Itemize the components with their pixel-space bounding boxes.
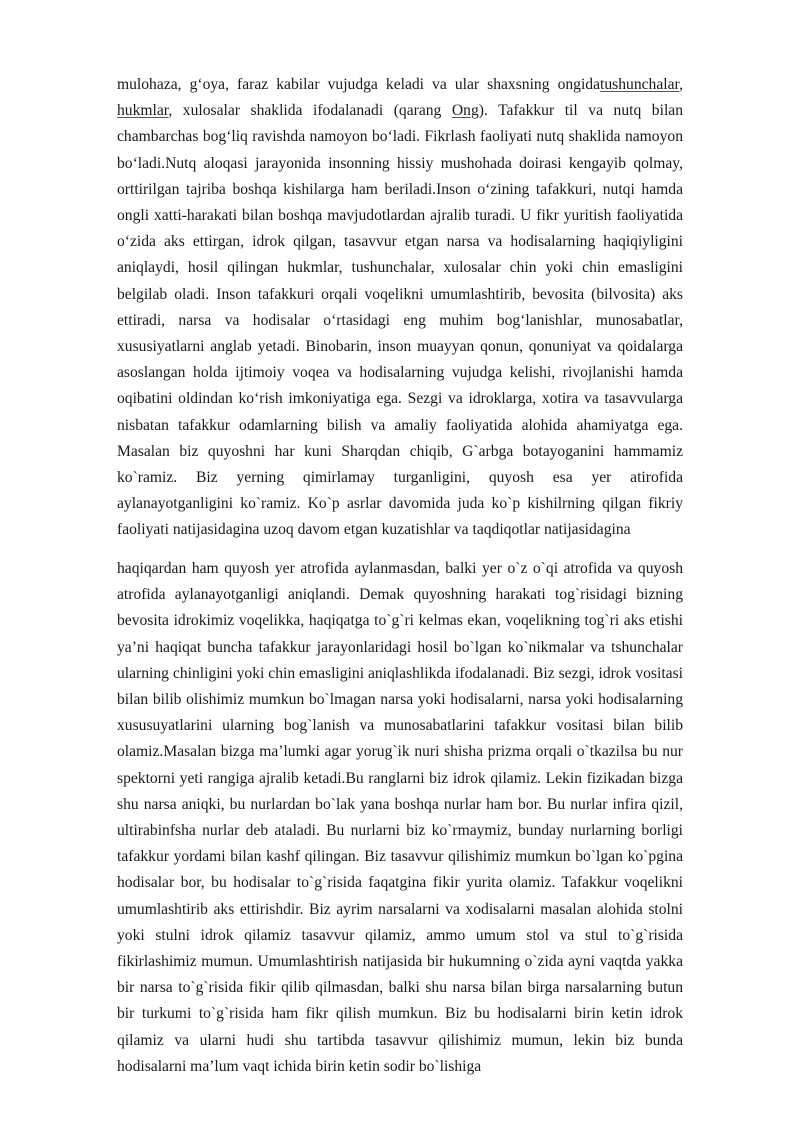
paragraph-1 bbox=[117, 72, 683, 544]
paragraph-1-text-c: , xulosalar shaklida ifodalanadi (qarang bbox=[168, 102, 452, 120]
paragraph-1-text-b: , bbox=[679, 76, 683, 93]
paragraph-1-text-a: mulohaza, g‘oya, faraz kabilar vujudga keladi va ular shaxsning ongida bbox=[117, 76, 601, 93]
link-hukmlar[interactable]: hukmlar bbox=[117, 102, 169, 120]
paragraph-2: haqiqardan ham quyosh yer atrofida aylanmasdan, balki yer o`z o`qi atrofida va quyosh atrofida aylanayotganligi aniqlandi. Demak quyoshning harakati tog`risidagi bizning bevosita idrokimiz voqelikka, haqiqatga to`g`ri kelmas ekan, voqelikning tog`ri aks etishi ya’ni haqiqat buncha tafakkur jarayonlaridagi hosil bo`lgan ko`nikmalar va tshunchalar ularning chinligini yoki chin emasligini aniqlashlikda ifodalanadi. Biz sezgi, idrok vositasi bilan bilib olishimiz mumkun bo`lmagan narsa yoki hodisalarni, narsa yoki hodisalarning xususuyatlarini ularning bog`lanish va munosabatlarini tafakkur vositasi bilan bilib olamiz.Masalan bizga ma’lumki agar yorug`ik nuri shisha prizma orqali o`tkazilsa bu nur spektorni yeti rangiga ajralib ketadi.Bu ranglarni biz idrok qilamiz. Lekin fizikadan bizga shu narsa aniqki, bu nurlardan bo`lak yana boshqa nurlar ham bor. Bu nurlar infira qizil, ultirabinfsha nurlar deb ataladi. Bu nurlarni biz ko`rmaymiz, bunday nurlarning borligi tafakkur yordami bilan kashf qilingan. Biz tasavvur qilishimiz mumkun bo`lgan ko`pgina hodisalar bor, bu hodisalar to`g`risida faqatgina fikir yurita olamiz. Tafakkur voqelikni umumlashtirib aks ettirishdir. Biz ayrim narsalarni va xodisalarni masalan alohida stolni yoki stulni idrok qilamiz tasavvur qilamiz, ammo umum stol va stul to`g`risida fikirlashimiz mumun. Umumlashtirish natijasida bir hukumning o`zida ayni vaqtda yakka bir narsa to`g`risida fikir qilib qilmasdan, balki shu narsa bilan birga narsalarning butun bir turkumi to`g`risida ham fikr qilish mumkun. Biz bu hodisalarni birin ketin idrok qilamiz va ularni hudi shu tartibda tasavvur qilishimiz mumun, lekin biz bunda hodisalarni ma’lum vaqt ichida birin ketin sodir bo`lishiga bbox=[117, 560, 683, 1075]
link-ong[interactable]: Ong bbox=[451, 102, 479, 120]
paragraph-1-text-d: ). Tafakkur til va nutq bilan chambarchas bog‘liq ravishda namoyon bo‘ladi. Fikrlash faoliyati nutq shaklida namoyon bo‘ladi.Nutq aloqasi jarayonida insonning hissiy mushohada doirasi kengayib qolmay, orttirilgan tajriba boshqa kishilarga ham beriladi.Inson o‘zining tafakkuri, nutqi hamda ongli xatti-harakati bilan boshqa mavjudotlardan ajralib turadi. U fikr yuritish faoliyatida o‘zida aks ettirgan, idrok qilgan, tasavvur etgan narsa va hodisalarning haqiqiyligini aniqlaydi, hosil qilingan hukmlar, tushunchalar, xulosalar chin yoki chin emasligini belgilab oladi. Inson tafakkuri orqali voqelikni umumlashtirib, bevosita (bilvosita) aks ettiradi, narsa va hodisalar o‘rtasidagi eng muhim bog‘lanishlar, munosabatlar, xususiyatlarni anglab yetadi. Binobarin, inson muayyan qonun, qonuniyat va qoidalarga asoslangan holda ijtimoiy voqea va hodisalarning vujudga kelishi, rivojlanishi hamda oqibatini oldindan ko‘rish imkoniyatiga ega. Sezgi va idroklarga, xotira va tasavvularga nisbatan tafakkur odamlarning bilish va amaliy faoliyatida alohida ahamiyatga ega. Masalan biz quyoshni har kuni Sharqdan chiqib, G`arbga botayoganini hammamiz ko`ramiz. Biz yerning qimirlamay turganligini, quyosh esa yer atirofida aylanayotganligini ko`ramiz. Ko`p asrlar davomida juda ko`p kishilrning qilgan fikriy faoliyati natijasidagina uzoq davom etgan kuzatishlar va taqdiqotlar natijasidagina bbox=[117, 102, 683, 539]
link-tushunchalar[interactable]: tushunchalar bbox=[600, 76, 680, 93]
